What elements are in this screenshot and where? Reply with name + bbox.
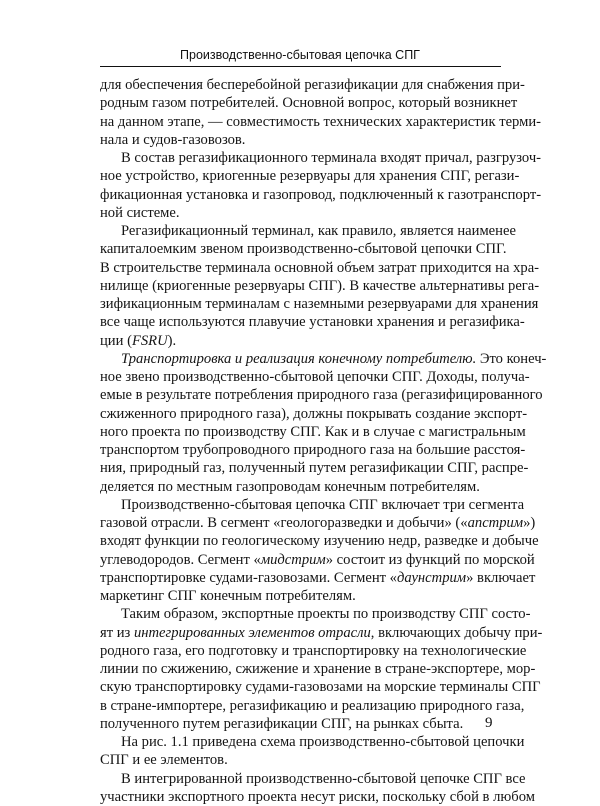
body-text [100,76,547,806]
text-line: родным газом потребителей. Основной вопрос, который возникнет [100,95,518,112]
text-line: емые в результате потребления природного газа (регазифицированного [100,387,543,404]
text-line: сжиженного природного газа), должны покрывать создание экспорт- [100,405,528,422]
text-line: на данном этапе, — совместимость технических характеристик терми- [100,113,542,130]
text-line: маркетинг СПГ конечным потребителям. [100,588,356,604]
text-line: фикационная установка и газопровод, подключенный к газотранспорт- [100,186,542,203]
text-line: Регазификационный терминал, как правило, является наименее [121,223,516,239]
header-rule [100,66,501,67]
text-line: Таким образом, экспортные проекты по производству СПГ состо- [121,606,531,623]
text-line: Транспортировка и реализация конечному потребителю. Это конеч- [121,350,547,367]
text-line: На рис. 1.1 приведена схема производственно-сбытовой цепочки [121,734,525,750]
text-line: нала и судов-газовозов. [100,131,246,148]
text-line: в стране-импортере, регазификацию и реализацию природного газа, [100,697,525,714]
text-line: ния, природный газ, полученный путем регазификации СПГ, распре- [100,460,529,477]
text-line: ного проекта по производству СПГ. Как и в случае с магистральным [100,423,526,440]
text-line: для обеспечения бесперебойной регазификации для снабжения при- [100,77,525,93]
text-line: входят функции по геологическому изучению недр, разведке и добыче [100,533,539,550]
text-line: ное звено производственно-сбытовой цепочки СПГ. Доходы, получа- [100,369,530,385]
text-line: Производственно-сбытовая цепочка СПГ включает три сегмента [121,496,525,513]
text-line: нилище (криогенные резервуары СПГ). В качестве альтернативы рега- [100,277,540,294]
text-line: транспортом трубопроводного природного газа на большие расстоя- [100,442,526,458]
text-line: капиталоемким звеном производственно-сбытовой цепочки СПГ. [100,241,507,258]
text-line: В состав регазификационного терминала входят причал, разгрузоч- [121,150,542,166]
text-line: участники экспортного проекта несут риски, поскольку сбой в любом [100,788,535,805]
text-line: скую транспортировку судами-газовозами на морские терминалы СПГ [100,679,541,696]
text-line: родного газа, его подготовку и транспортировку на технологические [100,642,527,659]
text-line: ции (FSRU). [100,332,177,349]
text-line: В строительстве терминала основной объем затрат приходится на хра- [100,259,540,276]
text-line: транспортировке судами-газовозами. Сегмент «даунстрим» включает [100,569,536,586]
page-number: 9 [485,715,493,731]
text-line: все чаще используются плавучие установки хранения и регазифика- [100,314,525,331]
text-line: газовой отрасли. В сегмент «геологоразведки и добычи» («апстрим») [100,515,536,531]
text-line: углеводородов. Сегмент «мидстрим» состоит из функций по морской [100,551,535,568]
text-line: ят из интегрированных элементов отрасли, включающих добычу при- [100,624,543,641]
text-line: ной системе. [100,204,180,221]
text-line: линии по сжижению, сжижение и хранение в стране-экспортере, мор- [100,661,536,677]
running-header: Производственно-сбытовая цепочка СПГ [180,48,420,62]
text-line: СПГ и ее элементов. [100,752,228,769]
text-line: зификационным терминалам с наземными резервуарами для хранения [100,296,539,312]
text-line: деляется по местным газопроводам конечным потребителям. [100,478,480,495]
text-line: В интегрированной производственно-сбытовой цепочке СПГ все [121,770,526,787]
text-line: ное устройство, криогенные резервуары для хранения СПГ, регази- [100,168,520,185]
text-line: полученного путем регазификации СПГ, на рынках сбыта. [100,715,464,732]
